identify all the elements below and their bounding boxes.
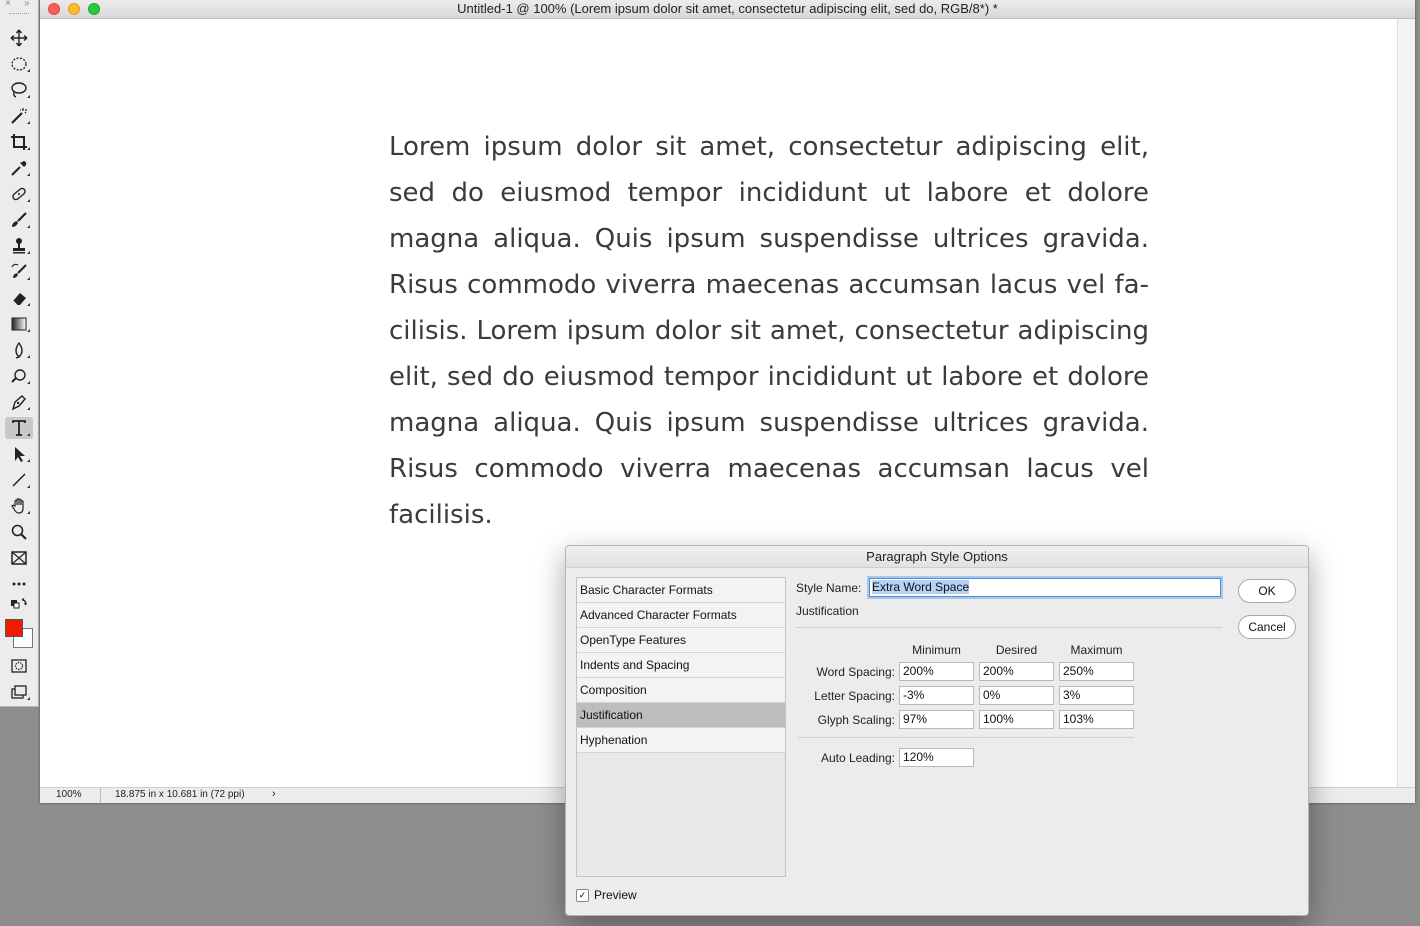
category-hyphenation[interactable]: Hyphenation	[577, 728, 785, 753]
tools-panel	[0, 0, 39, 707]
lasso-icon[interactable]	[5, 79, 33, 101]
foreground-color-swatch[interactable]	[5, 619, 23, 637]
eyedropper-icon[interactable]	[5, 157, 33, 179]
category-justification[interactable]: Justification	[577, 703, 785, 728]
path-selection-icon[interactable]	[5, 443, 33, 465]
clone-stamp-icon[interactable]	[5, 235, 33, 257]
letter-spacing-label: Letter Spacing:	[814, 689, 895, 703]
style-name-value: Extra Word Space	[872, 580, 970, 594]
blur-icon[interactable]	[5, 339, 33, 361]
preview-label: Preview	[594, 888, 637, 902]
glyph-scaling-maximum-field[interactable]: 103%	[1059, 710, 1134, 729]
frame-icon[interactable]	[5, 547, 33, 569]
ok-button[interactable]: OK	[1238, 579, 1296, 603]
category-indents-and-spacing[interactable]: Indents and Spacing	[577, 653, 785, 678]
zoom-icon[interactable]	[5, 521, 33, 543]
paragraph-style-options-dialog	[565, 545, 1309, 916]
auto-leading-field[interactable]: 120%	[899, 748, 974, 767]
glyph-scaling-desired-field[interactable]: 100%	[979, 710, 1054, 729]
document-title: Untitled-1 @ 100% (Lorem ipsum dolor sit amet, consectetur adipiscing elit, sed do, RGB/8*) *	[457, 1, 998, 16]
vertical-scrollbar[interactable]	[1397, 19, 1415, 788]
glyph-scaling-label: Glyph Scaling:	[817, 713, 895, 727]
column-maximum: Maximum	[1070, 643, 1123, 657]
healing-brush-icon[interactable]	[5, 183, 33, 205]
paragraph-text-layer[interactable]: Lorem ipsum dolor sit amet, consectetur adipiscing elit, sed do eiusmod tempor incididunt ut labore et dolore magna aliqua. Quis ipsum suspendisse ultrices gravida. Risus commodo viverra maecenas accumsan lacus vel facilisis. Lorem ipsum dolor sit amet, consectetur adipiscing elit, sed do eiusmod tempor incididunt ut labore et dolore magna aliqua. Quis ipsum suspendisse ultrices gravida. Risus commodo viverra maecenas accumsan lacus vel facilisis.	[389, 132, 1149, 530]
hand-icon[interactable]	[5, 495, 33, 517]
leading-divider	[798, 737, 1134, 738]
cancel-button[interactable]: Cancel	[1238, 615, 1296, 639]
zoom-level[interactable]: 100%	[56, 789, 82, 800]
screen-mode-icon[interactable]	[5, 681, 33, 703]
dodge-icon[interactable]	[5, 365, 33, 387]
eraser-icon[interactable]	[5, 287, 33, 309]
magic-wand-icon[interactable]	[5, 105, 33, 127]
panel-close-icon[interactable]: ×	[5, 0, 11, 9]
more-tools-icon[interactable]	[5, 573, 33, 595]
gradient-icon[interactable]	[5, 313, 33, 335]
document-dimensions: 18.875 in x 10.681 in (72 ppi)	[115, 789, 245, 800]
document-titlebar	[40, 0, 1415, 19]
status-divider	[100, 788, 101, 803]
tools-panel-header	[0, 0, 38, 14]
glyph-scaling-minimum-field[interactable]: 97%	[899, 710, 974, 729]
panel-grip[interactable]	[9, 13, 29, 15]
column-desired: Desired	[995, 643, 1038, 657]
type-tool-icon[interactable]	[5, 417, 33, 439]
category-basic-character-formats[interactable]: Basic Character Formats	[577, 578, 785, 603]
quick-mask-icon[interactable]	[5, 655, 33, 677]
history-brush-icon[interactable]	[5, 261, 33, 283]
word-spacing-label: Word Spacing:	[816, 665, 895, 679]
panel-collapse-icon[interactable]: »	[24, 0, 30, 9]
category-list	[576, 577, 786, 877]
word-spacing-desired-field[interactable]: 200%	[979, 662, 1054, 681]
letter-spacing-maximum-field[interactable]: 3%	[1059, 686, 1134, 705]
section-title: Justification	[796, 604, 859, 618]
letter-spacing-minimum-field[interactable]: -3%	[899, 686, 974, 705]
letter-spacing-desired-field[interactable]: 0%	[979, 686, 1054, 705]
pen-icon[interactable]	[5, 391, 33, 413]
word-spacing-maximum-field[interactable]: 250%	[1059, 662, 1134, 681]
auto-leading-label: Auto Leading:	[820, 751, 895, 765]
style-name-input[interactable]	[869, 578, 1221, 597]
color-swap-controls[interactable]	[5, 597, 33, 615]
crop-icon[interactable]	[5, 131, 33, 153]
move-tool-icon[interactable]	[5, 27, 33, 49]
category-advanced-character-formats[interactable]: Advanced Character Formats	[577, 603, 785, 628]
line-tool-icon[interactable]	[5, 469, 33, 491]
column-minimum: Minimum	[912, 643, 961, 657]
brush-icon[interactable]	[5, 209, 33, 231]
status-menu-arrow-icon[interactable]: ›	[272, 788, 276, 800]
category-opentype-features[interactable]: OpenType Features	[577, 628, 785, 653]
style-name-label: Style Name:	[796, 581, 862, 595]
elliptical-marquee-icon[interactable]	[5, 53, 33, 75]
preview-checkbox[interactable]: ✓	[576, 889, 589, 902]
word-spacing-minimum-field[interactable]: 200%	[899, 662, 974, 681]
dialog-title: Paragraph Style Options	[566, 546, 1308, 568]
section-divider	[796, 627, 1222, 628]
category-composition[interactable]: Composition	[577, 678, 785, 703]
preview-option[interactable]	[576, 888, 637, 902]
